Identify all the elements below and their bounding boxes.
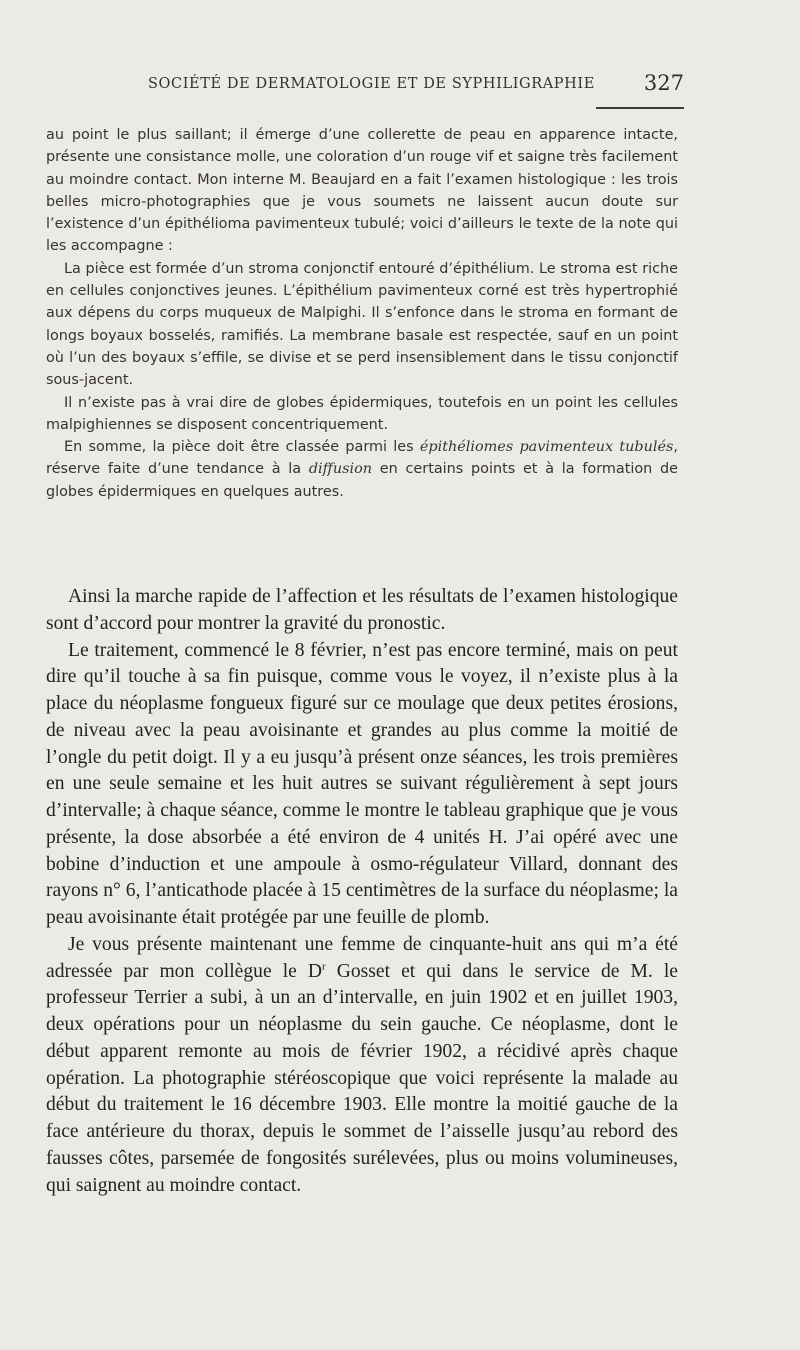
body-paragraph-second-patient <box>46 932 678 1200</box>
quote-paragraph-globes: Il n’existe pas à vrai dire de globes épidermiques, toutefois en un point les cellules malpighiennes se disposent concentriquement. <box>46 394 678 433</box>
header-rule <box>596 107 684 109</box>
summary-text-start: En somme, la pièce doit être classée parmi les <box>64 439 420 456</box>
quote-paragraph-summary <box>46 436 678 503</box>
second-patient-text-end: Gosset et qui dans le service de M. le professeur Terrier a subi, à un an d’intervalle, en juin 1902 et en juillet 1903, deux opérations pour un néoplasme du sein gauche. Ce néoplasme, dont le début apparent remonte au mois de février 1902, a récidivé après chaque opération. La photographie stéréoscopique que voici représente la malade au début du traitement le 16 décembre 1903. Elle montre la moitié gauche de la face antérieure du thorax, depuis le sommet de l’aisselle jusqu’au rebord des fausses côtes, parsemée de fongosités surélevées, plus ou moins volumineuses, qui saignent au moindre contact. <box>46 960 678 1196</box>
running-head <box>46 71 686 98</box>
summary-text-end: en certains points et à la formation de globes épidermiques en quelques autres. <box>46 461 678 500</box>
body-paragraph-treatment: Le traitement, commencé le 8 février, n’est pas encore terminé, mais on peut dire qu’il touche à sa fin puisque, comme vous le voyez, il n’existe plus à la place du néoplasme fongueux figuré sur ce moulage que deux petites érosions, de niveau avec la peau avoisinante et grandes au plus comme la moitié de l’ongle du petit doigt. Il y a eu jusqu’à présent onze séances, les trois premières en une seule semaine et les huit autres se suivant régulièrement à sept jours d’intervalle; à chaque séance, comme le montre le tableau graphique que je vous présente, la dose absorbée a été environ de 4 unités H. J’ai opéré avec une bobine d’induction et une ampoule à osmo-régulateur Villard, donnant des rayons n° 6, l’anticathode placée à 15 centimètres de la surface du néoplasme; la peau avoisinante était protégée par une feuille de plomb. <box>46 639 678 928</box>
summary-emphasis-epitheliomes: épithéliomes pavimenteux tubulés <box>419 439 674 456</box>
summary-text-middle: , réserve faite d’une tendance à la <box>46 439 678 478</box>
main-text <box>46 584 678 1199</box>
body-paragraph-prognosis: Ainsi la marche rapide de l’affection et les résultats de l’examen histologique sont d’accord pour montrer la gravité du pronostic. <box>46 586 678 634</box>
running-title: SOCIÉTÉ DE DERMATOLOGIE ET DE SYPHILIGRAPHIE <box>148 76 595 92</box>
quote-paragraph-stroma: La pièce est formée d’un stroma conjonctif entouré d’épithélium. Le stroma est riche en cellules conjonctives jeunes. L’épithélium pavimenteux corné est très hypertrophié aux dépens du corps muqueux de Malpighi. Il s’enfonce dans le stroma en formant de longs boyaux bosselés, ramifiés. La membrane basale est respectée, sauf en un point où l’un des boyaux s’effile, se divise et se perd insensiblement dans le tissu conjonctif sous-jacent. <box>46 260 678 389</box>
histology-note <box>46 124 678 503</box>
second-patient-text-start: Je vous présente maintenant une femme de cinquante-huit ans qui m’a été adressée par mon collègue le D <box>46 933 678 982</box>
summary-emphasis-diffusion: diffusion <box>308 461 373 478</box>
quote-intro-paragraph: au point le plus saillant; il émerge d’une collerette de peau en apparence intacte, présente une consistance molle, une coloration d’un rouge vif et saigne très facilement au moindre contact. Mon interne M. Beaujard en a fait l’examen histologique : les trois belles micro-photographies que je vous soumets ne laissent aucun doute sur l’existence d’un épithélioma pavimenteux tubulé; voici d’ailleurs le texte de la note qui les accompagne : <box>46 127 678 255</box>
doctor-abbreviation-superscript: r <box>322 959 326 972</box>
page-number: 327 <box>643 71 684 95</box>
